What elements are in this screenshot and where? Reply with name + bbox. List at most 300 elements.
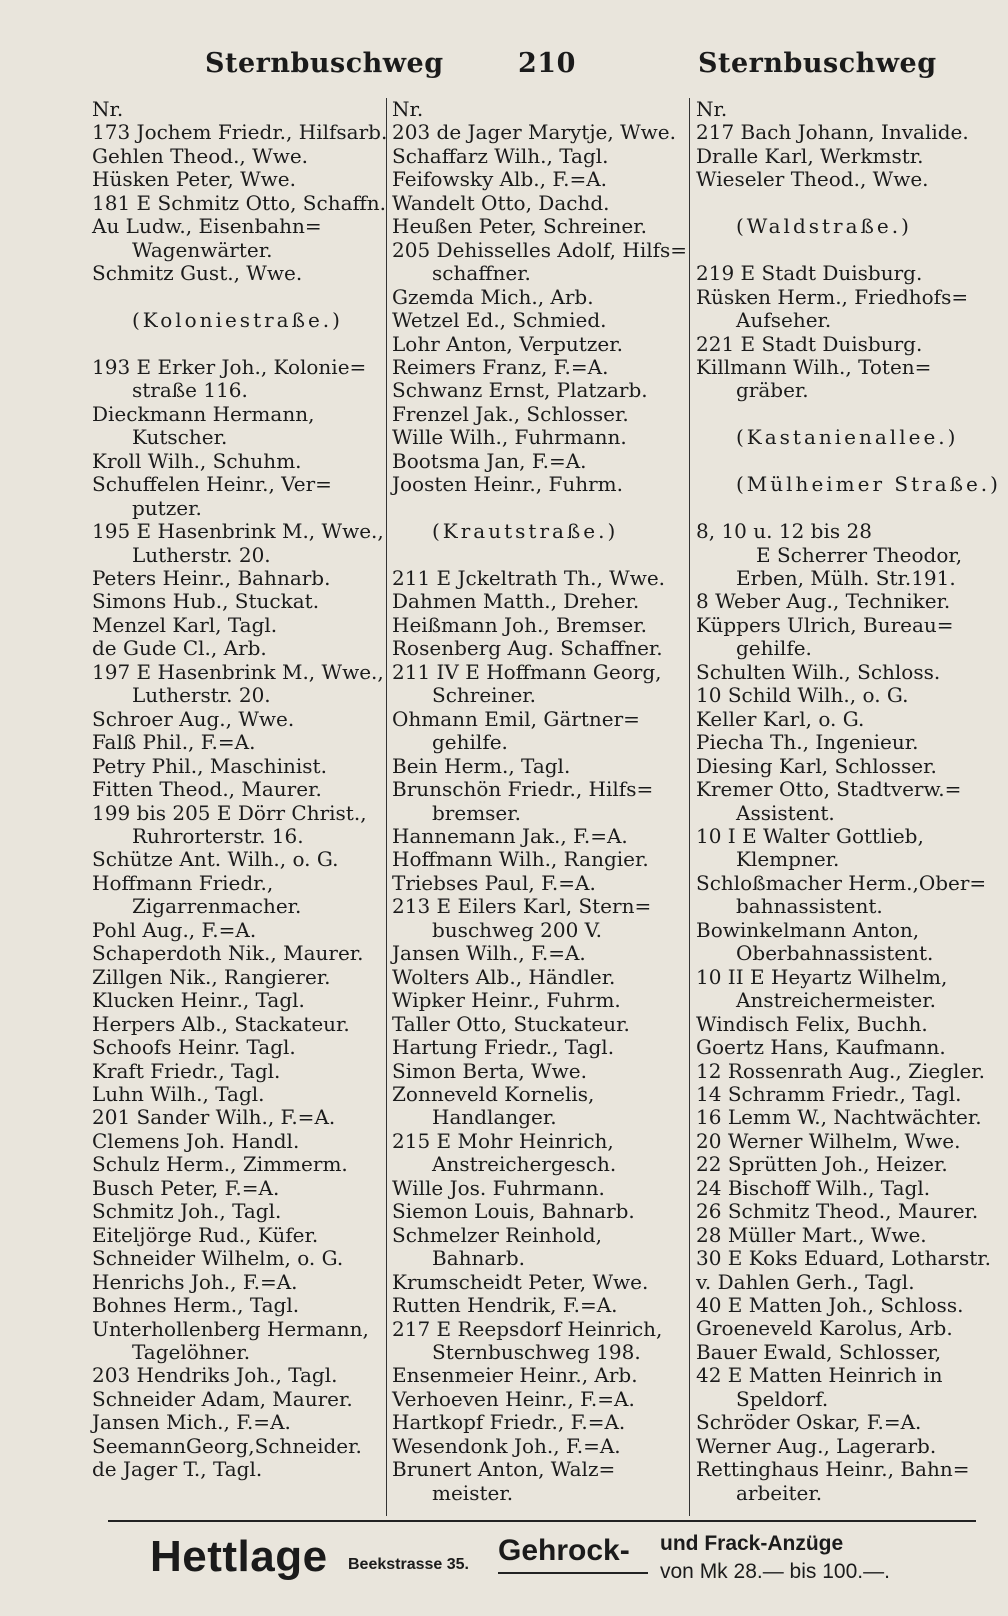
directory-entry — [392, 309, 682, 332]
directory-entry — [92, 942, 382, 965]
directory-entry — [696, 661, 988, 684]
entry-text: gehilfe. — [432, 730, 508, 755]
entry-text: Schreiner. — [432, 683, 537, 708]
directory-entry — [392, 237, 688, 262]
directory-entry — [392, 168, 682, 191]
entry-text: Lohr Anton, Verputzer. — [392, 331, 623, 356]
entry-text: Oberbahnassistent. — [736, 941, 934, 966]
directory-entry — [696, 919, 988, 942]
house-number: 197 E — [92, 659, 152, 684]
column-divider — [386, 98, 387, 1516]
directory-column-2 — [392, 97, 688, 1505]
entry-text: Wandelt Otto, Dachd. — [392, 190, 610, 215]
entry-text: Lutherstr. 20. — [132, 542, 271, 567]
directory-entry — [92, 1247, 382, 1270]
directory-entry — [392, 895, 682, 918]
house-number: 22 — [696, 1152, 722, 1177]
directory-entry — [92, 778, 382, 801]
house-number: 195 E — [92, 519, 152, 544]
directory-entry — [92, 1200, 382, 1223]
entry-text: Anstreichermeister. — [736, 988, 936, 1013]
entry-text: Schwanz Ernst, Platzarb. — [392, 378, 648, 403]
directory-entry — [92, 966, 382, 989]
entry-text: Schmitz Joh., Tagl. — [92, 1199, 282, 1224]
directory-entry — [696, 895, 988, 918]
directory-entry — [92, 120, 388, 145]
entry-text: Lemm W., Nachtwächter. — [727, 1105, 982, 1130]
entry-text: (Mülheimer Straße.) — [736, 472, 1001, 497]
directory-entry — [92, 379, 382, 402]
house-number: 8 — [696, 589, 709, 614]
directory-entry — [392, 684, 682, 707]
house-number: Nr. — [392, 97, 424, 121]
entry-text: Schütze Ant. Wilh., o. G. — [92, 847, 339, 872]
entry-text: Stadt Duisburg. — [761, 261, 923, 286]
house-number: 193 E — [92, 354, 152, 379]
directory-entry — [92, 1177, 382, 1200]
entry-text: Henrichs Joh., F.=A. — [92, 1269, 298, 1294]
ad-brand: Hettlage — [150, 1532, 328, 1581]
entry-text: bahnassistent. — [736, 894, 883, 919]
directory-entry — [696, 1458, 988, 1481]
directory-entry — [696, 168, 988, 191]
directory-entry — [392, 1060, 682, 1083]
directory-entry — [92, 1458, 382, 1481]
entry-text: (Koloniestraße.) — [132, 308, 343, 333]
directory-entry — [696, 1224, 988, 1247]
entry-text: Hannemann Jak., F.=A. — [392, 824, 628, 849]
directory-entry — [92, 1318, 382, 1341]
entry-text: Piecha Th., Ingenieur. — [696, 730, 919, 755]
directory-entry — [696, 1130, 988, 1153]
directory-entry — [392, 942, 682, 965]
ad-line-1: und Frack-Anzüge — [660, 1532, 844, 1555]
directory-entry — [92, 661, 382, 684]
directory-entry — [392, 1247, 682, 1270]
entry-text: Schramm Friedr., Tagl. — [727, 1081, 962, 1106]
directory-entry — [392, 1341, 682, 1364]
entry-text: Bootsma Jan, F.=A. — [392, 448, 587, 473]
entry-text: Bowinkelmann Anton, — [696, 917, 920, 942]
directory-entry — [92, 473, 382, 496]
directory-entry — [696, 520, 988, 543]
directory-entry — [696, 825, 988, 848]
directory-entry — [696, 989, 988, 1012]
directory-entry — [696, 1036, 988, 1059]
directory-entry — [392, 450, 682, 473]
entry-text: Dahmen Matth., Dreher. — [392, 589, 640, 614]
entry-text: Fitten Theod., Maurer. — [92, 777, 322, 802]
directory-entry — [392, 1013, 682, 1036]
entry-text: Schaffarz Wilh., Tagl. — [392, 143, 609, 168]
directory-entry — [696, 802, 988, 825]
entry-text: SeemannGeorg,Schneider. — [92, 1433, 362, 1458]
house-number: 24 — [696, 1175, 722, 1200]
house-number: 217 — [696, 120, 735, 145]
entry-text: Clemens Joh. Handl. — [92, 1128, 300, 1153]
entry-text: Wipker Heinr., Fuhrm. — [392, 988, 621, 1013]
entry-text: Anstreichergesch. — [432, 1152, 617, 1177]
entry-text: (Kastanienallee.) — [736, 425, 959, 450]
directory-entry — [392, 802, 682, 825]
street-heading — [392, 520, 682, 543]
entry-text: Reepsdorf Heinrich, — [457, 1316, 663, 1341]
directory-entry — [92, 450, 382, 473]
house-number: 28 — [696, 1222, 722, 1247]
house-number: 20 — [696, 1128, 722, 1153]
directory-entry — [92, 1013, 382, 1036]
directory-entry — [92, 403, 382, 426]
directory-entry — [696, 1060, 988, 1083]
directory-entry — [696, 1200, 988, 1223]
spacer — [696, 450, 988, 473]
directory-entry — [392, 614, 682, 637]
house-number: 173 — [92, 120, 131, 145]
directory-entry — [696, 708, 988, 731]
entry-text: Bauer Ewald, Schlosser, — [696, 1339, 942, 1364]
street-heading — [696, 426, 988, 449]
entry-text: Hoffmann Wilh., Rangier. — [392, 847, 649, 872]
directory-entry — [92, 590, 382, 613]
directory-entry — [392, 966, 682, 989]
directory-entry — [392, 1458, 682, 1481]
directory-entry — [392, 590, 682, 613]
entry-text: Schmitz Theod., Maurer. — [727, 1199, 979, 1224]
directory-entry — [392, 1388, 682, 1411]
entry-text: Schuffelen Heinr., Ver= — [92, 472, 332, 497]
entry-text: gehilfe. — [736, 636, 812, 661]
entry-text: Schulten Wilh., Schloss. — [696, 659, 941, 684]
entry-text: Zonneveld Kornelis, — [392, 1082, 595, 1106]
directory-entry — [92, 1083, 382, 1106]
house-number: 10 II E — [696, 964, 765, 989]
entry-text: Killmann Wilh., Toten= — [696, 354, 932, 379]
directory-entry — [92, 1036, 382, 1059]
directory-entry — [392, 778, 682, 801]
directory-entry — [696, 1294, 988, 1317]
directory-entry — [696, 333, 988, 356]
directory-entry — [92, 848, 382, 871]
entry-text: Unterhollenberg Hermann, — [92, 1316, 369, 1341]
house-number: 10 I E — [696, 823, 757, 848]
directory-entry — [696, 262, 988, 285]
directory-entry — [696, 1435, 988, 1458]
entry-text: Mohr Heinrich, — [457, 1128, 614, 1153]
directory-entry — [392, 356, 682, 379]
entry-text: Groeneveld Karolus, Arb. — [696, 1316, 953, 1341]
directory-entry — [392, 661, 682, 684]
directory-entry — [392, 121, 682, 144]
entry-text: Koks Eduard, Lotharstr. — [748, 1246, 991, 1271]
house-number: 203 — [92, 1363, 131, 1388]
directory-entry — [92, 1271, 382, 1294]
entry-text: Dörr Christ., — [237, 800, 367, 825]
entry-text: Bahnarb. — [432, 1246, 526, 1271]
entry-text: de Gude Cl., Arb. — [92, 636, 267, 661]
directory-entry — [92, 1435, 382, 1458]
ad-line-2: von Mk 28.— bis 100.—. — [660, 1560, 890, 1583]
entry-text: Klucken Heinr., Tagl. — [92, 988, 305, 1013]
house-number: 10 — [696, 683, 722, 708]
entry-text: Heußen Peter, Schreiner. — [392, 214, 647, 239]
directory-entry — [92, 1388, 382, 1411]
house-number: 16 — [696, 1105, 722, 1130]
street-heading — [696, 215, 988, 238]
entry-text: Schmitz Otto, Schaffn. — [157, 190, 386, 215]
entry-text: Schulz Herm., Zimmerm. — [92, 1152, 348, 1177]
directory-entry — [392, 1083, 682, 1106]
entry-text: schaffner. — [432, 261, 531, 286]
ad-underline — [498, 1572, 648, 1574]
directory-entry — [392, 1130, 682, 1153]
directory-entry — [392, 145, 682, 168]
directory-entry — [92, 544, 382, 567]
directory-entry — [92, 708, 382, 731]
directory-entry — [92, 190, 386, 215]
directory-entry — [392, 1482, 682, 1505]
street-heading — [92, 309, 382, 332]
entry-text: Rosenberg Aug. Schaffner. — [392, 636, 663, 661]
entry-text: Ensenmeier Heinr., Arb. — [392, 1363, 638, 1388]
entry-text: meister. — [432, 1480, 514, 1505]
spacer — [92, 333, 382, 356]
entry-text: Hüsken Peter, Wwe. — [92, 167, 296, 192]
entry-text: Hoffmann Friedr., — [92, 870, 274, 895]
entry-text: Schloßmacher Herm.,Ober= — [696, 870, 987, 895]
directory-entry — [392, 731, 682, 754]
entry-text: Brunschön Friedr., Hilfs= — [392, 777, 654, 802]
entry-text: Matten Heinrich in — [748, 1363, 943, 1388]
advertisement — [0, 1532, 1008, 1602]
entry-text: Reimers Franz, F.=A. — [392, 354, 609, 379]
running-head-left: Sternbuschweg — [205, 48, 444, 79]
house-number: 213 E — [392, 894, 452, 919]
directory-entry — [696, 98, 988, 121]
directory-entry — [696, 942, 988, 965]
entry-text: Bischoff Wilh., Tagl. — [727, 1175, 931, 1200]
house-number: 8, 10 u. 12 bis 28 — [696, 519, 872, 544]
entry-text: Wesendonk Joh., F.=A. — [392, 1433, 621, 1458]
entry-text: Sander Wilh., F.=A. — [136, 1105, 336, 1130]
entry-text: Ohmann Emil, Gärtner= — [392, 706, 640, 731]
house-number: 181 E — [92, 190, 152, 215]
directory-entry — [696, 379, 988, 402]
entry-text: Werner Wilhelm, Wwe. — [727, 1128, 961, 1153]
entry-text: Menzel Karl, Tagl. — [92, 612, 278, 637]
directory-entry — [696, 1106, 988, 1129]
ad-address: Beekstrasse 35. — [348, 1556, 469, 1573]
house-number: 217 E — [392, 1316, 452, 1341]
house-number: 42 E — [696, 1363, 743, 1388]
entry-text: Falß Phil., F.=A. — [92, 730, 256, 755]
directory-entry — [696, 1013, 988, 1036]
directory-entry — [92, 1060, 382, 1083]
directory-entry — [392, 379, 682, 402]
directory-entry — [696, 1317, 988, 1340]
spacer — [696, 239, 988, 262]
directory-entry — [92, 497, 382, 520]
entry-text: Lutherstr. 20. — [132, 683, 271, 708]
entry-text: Wetzel Ed., Schmied. — [392, 308, 607, 333]
directory-entry — [92, 168, 382, 191]
directory-entry — [92, 1106, 382, 1129]
entry-text: Werner Aug., Lagerarb. — [696, 1433, 937, 1458]
directory-entry — [696, 1341, 988, 1364]
entry-text: Busch Peter, F.=A. — [92, 1175, 280, 1200]
directory-entry — [696, 1153, 988, 1176]
directory-entry — [392, 1177, 682, 1200]
entry-text: Heyartz Wilhelm, — [770, 964, 948, 989]
house-number: Nr. — [696, 97, 728, 121]
entry-text: Wolters Alb., Händler. — [392, 964, 616, 989]
directory-entry — [696, 966, 988, 989]
entry-text: Dehisselles Adolf, Hilfs= — [436, 237, 688, 262]
house-number: 203 — [392, 120, 431, 145]
directory-entry — [696, 1482, 988, 1505]
spacer — [392, 497, 682, 520]
entry-text: straße 116. — [132, 378, 248, 403]
directory-entry — [392, 1036, 682, 1059]
directory-entry — [92, 1364, 382, 1387]
entry-text: Siemon Louis, Bahnarb. — [392, 1199, 635, 1224]
entry-text: Petry Phil., Maschinist. — [92, 753, 327, 778]
directory-column-1 — [92, 97, 388, 1482]
entry-text: Speldorf. — [736, 1386, 829, 1411]
directory-entry — [392, 1318, 682, 1341]
directory-entry — [392, 286, 682, 309]
directory-entry — [92, 637, 382, 660]
entry-text: Walter Gottlieb, — [763, 823, 924, 848]
entry-text: Schneider Wilhelm, o. G. — [92, 1246, 344, 1271]
entry-text: Kutscher. — [132, 425, 228, 450]
entry-text: Triebses Paul, F.=A. — [392, 870, 596, 895]
directory-entry — [392, 473, 682, 496]
entry-text: Erben, Mülh. Str.191. — [736, 565, 956, 590]
directory-entry — [696, 1083, 988, 1106]
entry-text: Hoffmann Georg, — [486, 659, 662, 684]
entry-text: Matten Joh., Schloss. — [748, 1293, 964, 1318]
entry-text: Keller Karl, o. G. — [696, 706, 865, 731]
directory-entry — [392, 262, 682, 285]
directory-entry — [392, 1224, 682, 1247]
directory-entry — [392, 848, 682, 871]
street-heading — [696, 472, 1001, 497]
entry-text: Hendriks Joh., Tagl. — [136, 1363, 338, 1388]
directory-entry — [392, 825, 682, 848]
house-number: 219 E — [696, 261, 756, 286]
directory-entry — [92, 1294, 382, 1317]
entry-text: Herpers Alb., Stackateur. — [92, 1011, 350, 1036]
directory-entry — [696, 872, 988, 895]
entry-text: Gehlen Theod., Wwe. — [92, 143, 309, 168]
entry-text: Hartung Friedr., Tagl. — [392, 1035, 615, 1060]
page-header — [0, 48, 1008, 88]
directory-entry — [92, 1130, 382, 1153]
directory-entry — [696, 1177, 988, 1200]
entry-text: Schmelzer Reinhold, — [392, 1222, 602, 1247]
entry-text: Erker Joh., Kolonie= — [157, 354, 367, 379]
entry-text: Jochem Friedr., Hilfsarb. — [136, 120, 388, 145]
spacer — [696, 403, 988, 426]
directory-entry — [696, 755, 988, 778]
house-number: 211 IV E — [392, 659, 480, 684]
entry-text: Schoofs Heinr. Tagl. — [92, 1035, 296, 1060]
house-number: 221 E — [696, 331, 756, 356]
entry-text: de Jager Marytje, Wwe. — [436, 120, 676, 145]
entry-text: Wille Jos. Fuhrmann. — [392, 1175, 605, 1200]
entry-text: Goertz Hans, Kaufmann. — [696, 1035, 946, 1060]
entry-text: Schröder Oskar, F.=A. — [696, 1410, 922, 1435]
house-number: 12 — [696, 1058, 722, 1083]
house-number: Nr. — [92, 97, 124, 121]
entry-text: Pohl Aug., F.=A. — [92, 917, 257, 942]
entry-text: Hasenbrink M., Wwe., — [157, 519, 384, 544]
entry-text: Sternbuschweg 198. — [432, 1339, 641, 1364]
entry-text: Müller Mart., Wwe. — [727, 1222, 927, 1247]
directory-entry — [92, 520, 382, 543]
directory-entry — [92, 567, 382, 590]
directory-entry — [392, 1106, 682, 1129]
entry-text: Küppers Ulrich, Bureau= — [696, 612, 954, 637]
column-divider — [689, 98, 690, 1516]
directory-entry — [696, 309, 988, 332]
entry-text: Rutten Hendrik, F.=A. — [392, 1293, 618, 1318]
entry-text: putzer. — [132, 495, 202, 520]
entry-text: Luhn Wilh., Tagl. — [92, 1082, 265, 1106]
entry-text: Wille Wilh., Fuhrmann. — [392, 425, 627, 450]
entry-text: Stadt Duisburg. — [761, 331, 923, 356]
directory-entry — [696, 778, 988, 801]
entry-text: Schaperdoth Nik., Maurer. — [92, 941, 364, 966]
directory-entry — [696, 544, 988, 567]
directory-entry — [696, 684, 988, 707]
directory-entry — [92, 239, 382, 262]
directory-entry — [392, 708, 682, 731]
directory-entry — [392, 1271, 682, 1294]
directory-entry — [92, 825, 382, 848]
directory-entry — [392, 1411, 682, 1434]
directory-entry — [696, 1388, 988, 1411]
directory-column-3 — [696, 97, 1001, 1505]
directory-entry — [92, 1341, 382, 1364]
directory-entry — [392, 426, 682, 449]
house-number: 205 — [392, 237, 431, 262]
entry-text: Bach Johann, Invalide. — [740, 120, 969, 145]
directory-entry — [92, 614, 382, 637]
entry-text: Eiteljörge Rud., Küfer. — [92, 1222, 319, 1247]
footer-divider — [108, 1520, 976, 1522]
entry-text: Bohnes Herm., Tagl. — [92, 1293, 300, 1318]
entry-text: Assistent. — [736, 800, 835, 825]
directory-entry — [92, 895, 382, 918]
entry-text: Dralle Karl, Werkmstr. — [696, 143, 924, 168]
entry-text: Jansen Mich., F.=A. — [92, 1410, 291, 1435]
entry-text: Aufseher. — [736, 308, 832, 333]
directory-entry — [696, 567, 988, 590]
directory-entry — [392, 333, 682, 356]
house-number: 14 — [696, 1081, 722, 1106]
house-number: 40 E — [696, 1293, 743, 1318]
entry-text: de Jager T., Tagl. — [92, 1457, 263, 1482]
directory-entry — [696, 286, 988, 309]
entry-text: Taller Otto, Stuckateur. — [392, 1011, 630, 1036]
directory-entry — [696, 1364, 988, 1387]
entry-text: arbeiter. — [736, 1480, 823, 1505]
entry-text: Schild Wilh., o. G. — [727, 683, 909, 708]
entry-text: Dieckmann Hermann, — [92, 401, 315, 426]
entry-text: Wagenwärter. — [132, 237, 273, 262]
page-number: 210 — [518, 48, 576, 79]
